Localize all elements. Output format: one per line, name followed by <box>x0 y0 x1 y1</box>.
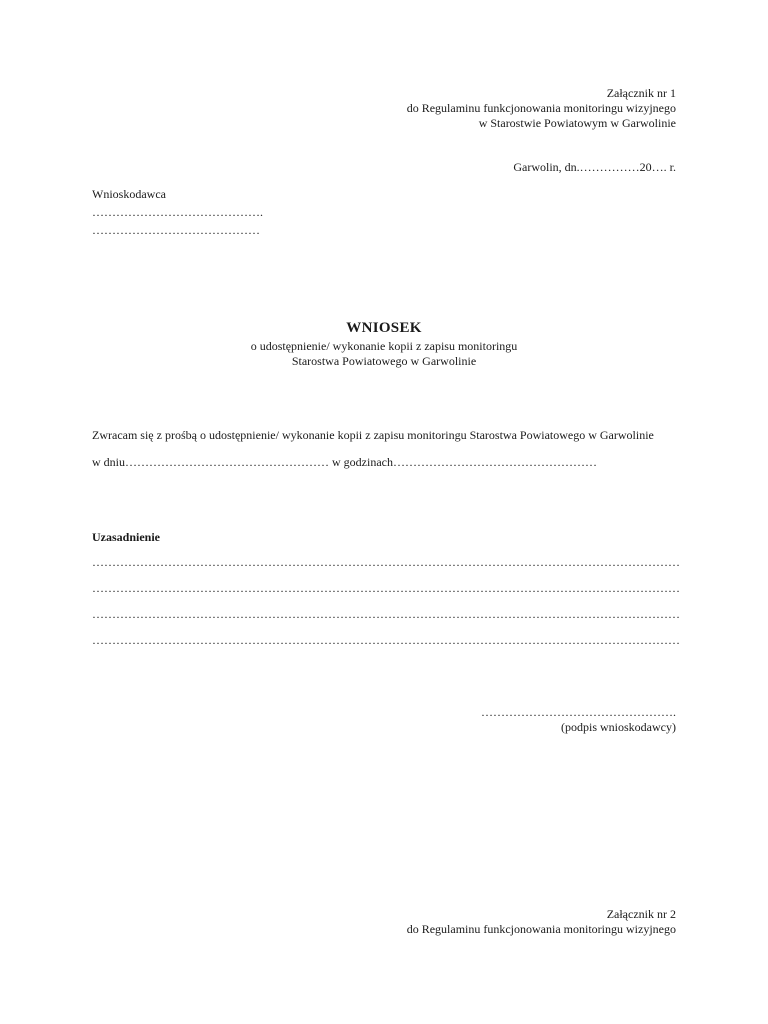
annex-2-header <box>407 907 676 937</box>
signature-caption: (podpis wnioskodawcy) <box>561 720 676 734</box>
document-title: WNIOSEK <box>346 320 422 336</box>
annex-2-number: Załącznik nr 2 <box>606 907 676 921</box>
justification-fill-line: ………………………………………………………………………………………………………………………………… <box>92 633 680 647</box>
applicant-label: Wnioskodawca <box>92 187 166 201</box>
document-subtitle-2: Starostwa Powiatowego w Garwolinie <box>291 353 477 368</box>
applicant-block <box>92 187 263 241</box>
justification-heading: Uzasadnienie <box>92 530 161 544</box>
justification-fill-line: ………………………………………………………………………………………………………………………………… <box>92 581 680 595</box>
request-date-time-line: w dniu…………………………………………… w godzinach…………………………………………… <box>92 455 597 469</box>
annex-1-number: Załącznik nr 1 <box>606 86 676 100</box>
place-date-line: Garwolin, dn.……………20…. r. <box>513 160 676 174</box>
annex-1-office: w Starostwie Powiatowym w Garwolinie <box>478 116 676 130</box>
justification-fill-line: ………………………………………………………………………………………………………………………………… <box>92 607 680 621</box>
signature-block <box>481 705 676 735</box>
applicant-fill-line-2: …………………………………… <box>92 223 260 237</box>
justification-block <box>92 530 680 659</box>
applicant-fill-line-1: ……………………………………. <box>92 205 263 219</box>
annex-1-header <box>407 86 676 131</box>
request-text-block <box>92 428 654 470</box>
annex-1-regulation: do Regulaminu funkcjonowania monitoringu wizyjnego <box>406 101 676 115</box>
document-subtitle-1: o udostępnienie/ wykonanie kopii z zapisu monitoringu <box>250 338 518 353</box>
annex-2-regulation: do Regulaminu funkcjonowania monitoringu wizyjnego <box>406 922 676 936</box>
document-title-block <box>0 319 768 369</box>
request-line-1: Zwracam się z prośbą o udostępnienie/ wykonanie kopii z zapisu monitoringu Starostwa Powiatowego w Garwolinie <box>92 428 654 442</box>
signature-line: …………………………………………. <box>481 705 676 719</box>
justification-fill-line: ………………………………………………………………………………………………………………………………… <box>92 555 680 569</box>
